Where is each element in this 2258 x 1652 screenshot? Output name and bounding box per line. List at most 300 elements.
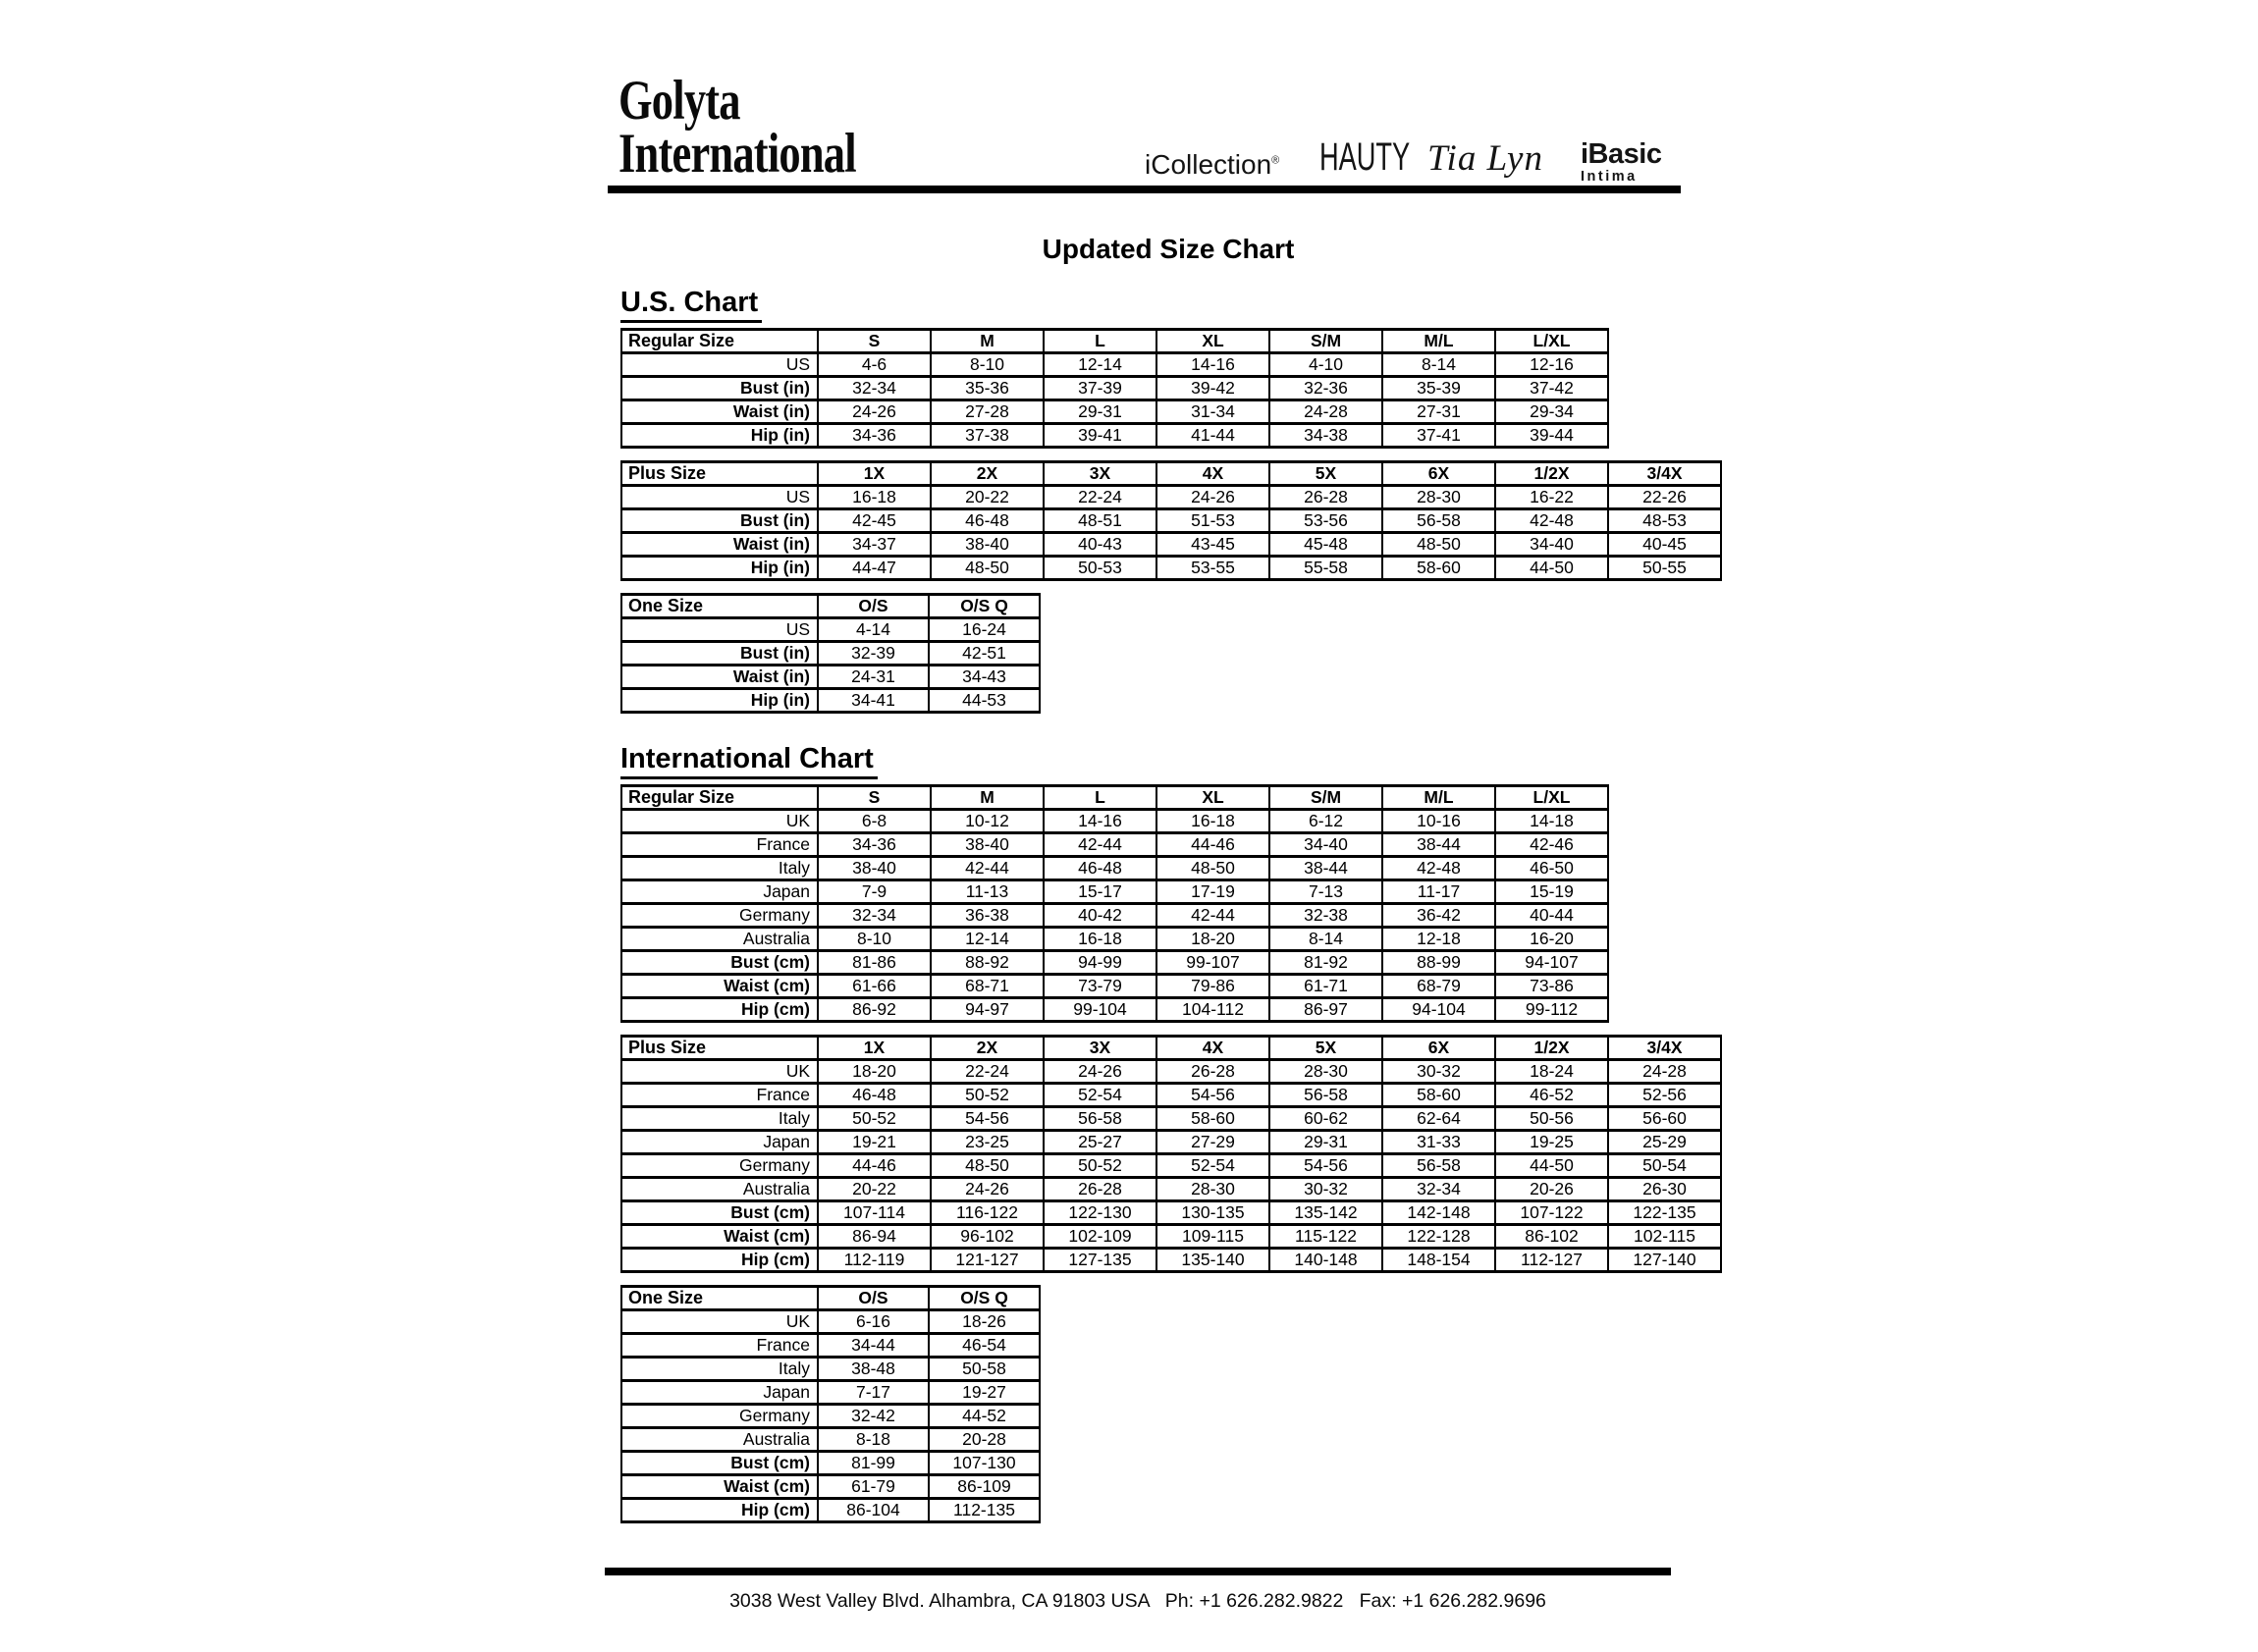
row-label: Hip (in) [621, 557, 818, 580]
size-value-cell: 34-41 [818, 689, 929, 713]
size-value-cell: 50-53 [1044, 557, 1156, 580]
size-value-cell: 42-51 [929, 642, 1040, 666]
size-value-cell: 30-32 [1269, 1178, 1382, 1201]
table-row [621, 928, 1608, 951]
size-value-cell: 40-44 [1495, 904, 1608, 928]
table-row [621, 857, 1608, 880]
brand-ibasic-name: iBasic [1581, 138, 1662, 170]
us-chart-heading [620, 287, 1740, 323]
column-header: 3/4X [1608, 1037, 1721, 1060]
size-value-cell: 6-12 [1269, 810, 1382, 833]
row-label: Bust (in) [621, 377, 818, 400]
size-value-cell: 19-27 [929, 1381, 1040, 1405]
size-value-cell: 8-14 [1382, 353, 1495, 377]
size-value-cell: 50-56 [1495, 1107, 1608, 1131]
row-label: Waist (in) [621, 666, 818, 689]
size-value-cell: 94-107 [1495, 951, 1608, 975]
size-value-cell: 58-60 [1382, 1084, 1495, 1107]
size-value-cell: 42-44 [931, 857, 1044, 880]
size-value-cell: 62-64 [1382, 1107, 1495, 1131]
size-value-cell: 22-26 [1608, 486, 1721, 509]
size-value-cell: 39-41 [1044, 424, 1156, 448]
row-label: Bust (in) [621, 509, 818, 533]
size-value-cell: 26-28 [1269, 486, 1382, 509]
column-header: 6X [1382, 1037, 1495, 1060]
size-value-cell: 48-50 [1382, 533, 1495, 557]
column-header: L/XL [1495, 330, 1608, 353]
size-value-cell: 53-55 [1156, 557, 1269, 580]
size-value-cell: 44-53 [929, 689, 1040, 713]
table-header-row [621, 330, 1608, 353]
size-value-cell: 34-43 [929, 666, 1040, 689]
row-label: Bust (cm) [621, 951, 818, 975]
column-header: M [931, 330, 1044, 353]
row-label: Germany [621, 1154, 818, 1178]
table-row [621, 424, 1608, 448]
size-value-cell: 44-52 [929, 1405, 1040, 1428]
size-value-cell: 127-140 [1608, 1249, 1721, 1272]
size-value-cell: 7-17 [818, 1381, 929, 1405]
international-chart-heading [620, 743, 1740, 779]
size-value-cell: 37-39 [1044, 377, 1156, 400]
size-value-cell: 68-71 [931, 975, 1044, 998]
size-value-cell: 148-154 [1382, 1249, 1495, 1272]
size-value-cell: 48-50 [931, 557, 1044, 580]
size-value-cell: 52-54 [1156, 1154, 1269, 1178]
column-header: 5X [1269, 1037, 1382, 1060]
row-label: Hip (in) [621, 424, 818, 448]
size-value-cell: 26-28 [1156, 1060, 1269, 1084]
size-value-cell: 16-24 [929, 618, 1040, 642]
size-value-cell: 94-97 [931, 998, 1044, 1022]
brand-icollection-logo [1145, 149, 1279, 181]
size-value-cell: 4-14 [818, 618, 929, 642]
table-row [621, 666, 1040, 689]
size-value-cell: 18-20 [818, 1060, 931, 1084]
size-value-cell: 28-30 [1269, 1060, 1382, 1084]
table-row [621, 998, 1608, 1022]
size-value-cell: 24-26 [1156, 486, 1269, 509]
size-value-cell: 26-30 [1608, 1178, 1721, 1201]
size-value-cell: 25-29 [1608, 1131, 1721, 1154]
column-header: S [818, 786, 931, 810]
table-header-row [621, 595, 1040, 618]
brand-icollection-name: iCollection [1145, 149, 1272, 180]
size-value-cell: 18-26 [929, 1310, 1040, 1334]
size-value-cell: 32-34 [818, 377, 931, 400]
brand-ibasic-subname: Intima [1581, 169, 1638, 185]
column-header: S/M [1269, 330, 1382, 353]
size-value-cell: 61-71 [1269, 975, 1382, 998]
size-value-cell: 32-34 [1382, 1178, 1495, 1201]
size-value-cell: 24-26 [1044, 1060, 1156, 1084]
size-value-cell: 122-130 [1044, 1201, 1156, 1225]
column-header: S/M [1269, 786, 1382, 810]
table-row [621, 975, 1608, 998]
size-value-cell: 32-39 [818, 642, 929, 666]
size-value-cell: 18-24 [1495, 1060, 1608, 1084]
size-value-cell: 54-56 [931, 1107, 1044, 1131]
column-header: 1X [818, 1037, 931, 1060]
size-value-cell: 16-18 [1156, 810, 1269, 833]
size-value-cell: 6-8 [818, 810, 931, 833]
row-label: Italy [621, 857, 818, 880]
table-row [621, 377, 1608, 400]
company-logo [618, 70, 856, 185]
size-value-cell: 107-130 [929, 1452, 1040, 1475]
table-row [621, 1381, 1040, 1405]
size-value-cell: 29-31 [1269, 1131, 1382, 1154]
size-value-cell: 81-99 [818, 1452, 929, 1475]
size-value-cell: 55-58 [1269, 557, 1382, 580]
size-value-cell: 60-62 [1269, 1107, 1382, 1131]
size-value-cell: 44-46 [818, 1154, 931, 1178]
size-value-cell: 34-40 [1495, 533, 1608, 557]
us-chart-plus-size-table [620, 460, 1722, 581]
size-value-cell: 46-48 [931, 509, 1044, 533]
size-value-cell: 34-38 [1269, 424, 1382, 448]
table-row [621, 1154, 1721, 1178]
size-value-cell: 24-31 [818, 666, 929, 689]
size-value-cell: 16-20 [1495, 928, 1608, 951]
size-value-cell: 37-41 [1382, 424, 1495, 448]
table-label-header: Plus Size [621, 462, 818, 486]
size-value-cell: 12-14 [931, 928, 1044, 951]
size-value-cell: 50-52 [818, 1107, 931, 1131]
size-value-cell: 31-34 [1156, 400, 1269, 424]
size-value-cell: 38-40 [931, 833, 1044, 857]
size-value-cell: 52-56 [1608, 1084, 1721, 1107]
size-value-cell: 122-135 [1608, 1201, 1721, 1225]
size-value-cell: 38-48 [818, 1358, 929, 1381]
table-header-row [621, 786, 1608, 810]
size-value-cell: 102-109 [1044, 1225, 1156, 1249]
size-value-cell: 40-43 [1044, 533, 1156, 557]
size-value-cell: 56-58 [1269, 1084, 1382, 1107]
us-chart-regular-size-table [620, 328, 1609, 449]
column-header: 2X [931, 1037, 1044, 1060]
size-value-cell: 42-44 [1156, 904, 1269, 928]
size-value-cell: 122-128 [1382, 1225, 1495, 1249]
size-value-cell: 107-122 [1495, 1201, 1608, 1225]
size-value-cell: 50-52 [931, 1084, 1044, 1107]
table-row [621, 1358, 1040, 1381]
row-label: Hip (cm) [621, 1499, 818, 1522]
size-value-cell: 50-58 [929, 1358, 1040, 1381]
size-value-cell: 34-37 [818, 533, 931, 557]
brand-tialyn-logo: Tia Lyn [1427, 138, 1543, 179]
size-value-cell: 26-28 [1044, 1178, 1156, 1201]
size-value-cell: 40-45 [1608, 533, 1721, 557]
size-value-cell: 94-104 [1382, 998, 1495, 1022]
international-chart-plus-size-table [620, 1035, 1722, 1273]
size-value-cell: 14-16 [1044, 810, 1156, 833]
column-header: M/L [1382, 786, 1495, 810]
table-row [621, 810, 1608, 833]
size-value-cell: 44-46 [1156, 833, 1269, 857]
size-value-cell: 79-86 [1156, 975, 1269, 998]
size-value-cell: 32-42 [818, 1405, 929, 1428]
size-value-cell: 14-18 [1495, 810, 1608, 833]
size-value-cell: 27-28 [931, 400, 1044, 424]
size-value-cell: 35-36 [931, 377, 1044, 400]
row-label: Bust (in) [621, 642, 818, 666]
row-label: Germany [621, 904, 818, 928]
size-value-cell: 140-148 [1269, 1249, 1382, 1272]
size-value-cell: 107-114 [818, 1201, 931, 1225]
size-value-cell: 86-104 [818, 1499, 929, 1522]
column-header: M [931, 786, 1044, 810]
size-value-cell: 15-17 [1044, 880, 1156, 904]
table-row [621, 400, 1608, 424]
column-header: XL [1156, 786, 1269, 810]
size-value-cell: 130-135 [1156, 1201, 1269, 1225]
size-value-cell: 46-54 [929, 1334, 1040, 1358]
size-value-cell: 46-48 [1044, 857, 1156, 880]
table-header-row [621, 462, 1721, 486]
size-value-cell: 44-50 [1495, 1154, 1608, 1178]
column-header: 6X [1382, 462, 1495, 486]
size-value-cell: 34-40 [1269, 833, 1382, 857]
size-value-cell: 81-92 [1269, 951, 1382, 975]
size-value-cell: 38-40 [818, 857, 931, 880]
table-row [621, 1201, 1721, 1225]
row-label: Australia [621, 1428, 818, 1452]
size-value-cell: 20-22 [931, 486, 1044, 509]
international-chart-heading-text: International Chart [620, 743, 878, 779]
size-value-cell: 31-33 [1382, 1131, 1495, 1154]
size-value-cell: 42-44 [1044, 833, 1156, 857]
row-label: France [621, 1084, 818, 1107]
size-value-cell: 39-42 [1156, 377, 1269, 400]
size-value-cell: 25-27 [1044, 1131, 1156, 1154]
table-row [621, 1452, 1040, 1475]
size-value-cell: 109-115 [1156, 1225, 1269, 1249]
size-value-cell: 12-16 [1495, 353, 1608, 377]
row-label: Bust (cm) [621, 1452, 818, 1475]
column-header: S [818, 330, 931, 353]
row-label: Australia [621, 1178, 818, 1201]
size-value-cell: 38-44 [1269, 857, 1382, 880]
size-value-cell: 11-17 [1382, 880, 1495, 904]
page-title: Updated Size Chart [1042, 234, 1295, 264]
size-value-cell: 38-44 [1382, 833, 1495, 857]
size-value-cell: 61-66 [818, 975, 931, 998]
row-label: Hip (cm) [621, 998, 818, 1022]
table-row [621, 618, 1040, 642]
column-header: 1/2X [1495, 1037, 1608, 1060]
size-value-cell: 86-102 [1495, 1225, 1608, 1249]
column-header: M/L [1382, 330, 1495, 353]
size-value-cell: 10-16 [1382, 810, 1495, 833]
size-value-cell: 12-14 [1044, 353, 1156, 377]
size-value-cell: 96-102 [931, 1225, 1044, 1249]
row-label: Hip (in) [621, 689, 818, 713]
size-value-cell: 135-142 [1269, 1201, 1382, 1225]
size-value-cell: 43-45 [1156, 533, 1269, 557]
column-header: O/S [818, 595, 929, 618]
row-label: Italy [621, 1358, 818, 1381]
size-value-cell: 23-25 [931, 1131, 1044, 1154]
size-value-cell: 12-18 [1382, 928, 1495, 951]
size-value-cell: 32-36 [1269, 377, 1382, 400]
size-value-cell: 35-39 [1382, 377, 1495, 400]
size-value-cell: 30-32 [1382, 1060, 1495, 1084]
size-value-cell: 4-10 [1269, 353, 1382, 377]
table-label-header: Plus Size [621, 1037, 818, 1060]
size-value-cell: 36-42 [1382, 904, 1495, 928]
size-value-cell: 8-18 [818, 1428, 929, 1452]
row-label: Waist (cm) [621, 1475, 818, 1499]
size-value-cell: 56-58 [1044, 1107, 1156, 1131]
size-value-cell: 88-99 [1382, 951, 1495, 975]
table-row [621, 642, 1040, 666]
size-value-cell: 42-45 [818, 509, 931, 533]
size-value-cell: 48-50 [1156, 857, 1269, 880]
size-value-cell: 16-18 [818, 486, 931, 509]
registered-trademark-icon: ® [1271, 154, 1280, 167]
size-value-cell: 112-127 [1495, 1249, 1608, 1272]
size-value-cell: 86-109 [929, 1475, 1040, 1499]
size-value-cell: 121-127 [931, 1249, 1044, 1272]
header-divider-rule [608, 186, 1681, 193]
footer-divider-rule [605, 1568, 1671, 1575]
table-row [621, 486, 1721, 509]
table-label-header: Regular Size [621, 786, 818, 810]
table-row [621, 533, 1721, 557]
size-value-cell: 68-79 [1382, 975, 1495, 998]
size-value-cell: 50-55 [1608, 557, 1721, 580]
size-value-cell: 53-56 [1269, 509, 1382, 533]
table-row [621, 1475, 1040, 1499]
size-value-cell: 50-52 [1044, 1154, 1156, 1178]
column-header: XL [1156, 330, 1269, 353]
size-value-cell: 10-12 [931, 810, 1044, 833]
row-label: Italy [621, 1107, 818, 1131]
table-row [621, 1310, 1040, 1334]
size-value-cell: 37-38 [931, 424, 1044, 448]
table-row [621, 689, 1040, 713]
size-value-cell: 41-44 [1156, 424, 1269, 448]
size-value-cell: 86-94 [818, 1225, 931, 1249]
size-value-cell: 45-48 [1269, 533, 1382, 557]
size-value-cell: 16-18 [1044, 928, 1156, 951]
column-header: L/XL [1495, 786, 1608, 810]
column-header: O/S Q [929, 1287, 1040, 1310]
size-chart-sections [620, 287, 1740, 1535]
size-value-cell: 7-13 [1269, 880, 1382, 904]
row-label: UK [621, 1310, 818, 1334]
table-row [621, 509, 1721, 533]
size-value-cell: 56-58 [1382, 509, 1495, 533]
size-value-cell: 34-44 [818, 1334, 929, 1358]
size-value-cell: 56-60 [1608, 1107, 1721, 1131]
size-value-cell: 54-56 [1269, 1154, 1382, 1178]
column-header: 4X [1156, 462, 1269, 486]
size-value-cell: 99-112 [1495, 998, 1608, 1022]
size-value-cell: 36-38 [931, 904, 1044, 928]
column-header: L [1044, 330, 1156, 353]
size-value-cell: 99-104 [1044, 998, 1156, 1022]
table-row [621, 1499, 1040, 1522]
size-value-cell: 61-79 [818, 1475, 929, 1499]
international-chart-regular-size-table [620, 784, 1609, 1023]
size-value-cell: 48-53 [1608, 509, 1721, 533]
footer-address: 3038 West Valley Blvd. Alhambra, CA 91803 USA Ph: +1 626.282.9822 Fax: +1 626.282.9696 [729, 1590, 1546, 1612]
table-header-row [621, 1037, 1721, 1060]
size-value-cell: 38-40 [931, 533, 1044, 557]
row-label: US [621, 618, 818, 642]
table-row [621, 1405, 1040, 1428]
row-label: France [621, 1334, 818, 1358]
size-value-cell: 11-13 [931, 880, 1044, 904]
size-value-cell: 20-22 [818, 1178, 931, 1201]
table-row [621, 880, 1608, 904]
column-header: O/S Q [929, 595, 1040, 618]
column-header: 3X [1044, 1037, 1156, 1060]
size-value-cell: 42-48 [1495, 509, 1608, 533]
size-value-cell: 88-92 [931, 951, 1044, 975]
row-label: France [621, 833, 818, 857]
size-value-cell: 37-42 [1495, 377, 1608, 400]
table-label-header: One Size [621, 595, 818, 618]
table-row [621, 1107, 1721, 1131]
size-value-cell: 46-52 [1495, 1084, 1608, 1107]
size-value-cell: 135-140 [1156, 1249, 1269, 1272]
size-value-cell: 19-21 [818, 1131, 931, 1154]
table-row [621, 1428, 1040, 1452]
size-value-cell: 14-16 [1156, 353, 1269, 377]
column-header: 4X [1156, 1037, 1269, 1060]
size-value-cell: 58-60 [1382, 557, 1495, 580]
size-value-cell: 8-14 [1269, 928, 1382, 951]
table-row [621, 1060, 1721, 1084]
row-label: Japan [621, 880, 818, 904]
size-value-cell: 52-54 [1044, 1084, 1156, 1107]
size-value-cell: 44-47 [818, 557, 931, 580]
size-value-cell: 17-19 [1156, 880, 1269, 904]
row-label: Bust (cm) [621, 1201, 818, 1225]
size-value-cell: 86-97 [1269, 998, 1382, 1022]
us-chart-one-size-table [620, 593, 1041, 714]
size-value-cell: 99-107 [1156, 951, 1269, 975]
brand-ibasic-logo [1581, 140, 1661, 185]
table-row [621, 951, 1608, 975]
logo-line-1: Golyta [618, 70, 740, 132]
size-value-cell: 50-54 [1608, 1154, 1721, 1178]
row-label: UK [621, 1060, 818, 1084]
table-row [621, 1225, 1721, 1249]
size-value-cell: 29-31 [1044, 400, 1156, 424]
row-label: Japan [621, 1381, 818, 1405]
size-value-cell: 16-22 [1495, 486, 1608, 509]
size-value-cell: 127-135 [1044, 1249, 1156, 1272]
size-value-cell: 29-34 [1495, 400, 1608, 424]
column-header: 3/4X [1608, 462, 1721, 486]
column-header: 2X [931, 462, 1044, 486]
size-value-cell: 44-50 [1495, 557, 1608, 580]
table-row [621, 833, 1608, 857]
column-header: 3X [1044, 462, 1156, 486]
size-value-cell: 51-53 [1156, 509, 1269, 533]
size-value-cell: 48-50 [931, 1154, 1044, 1178]
size-value-cell: 34-36 [818, 833, 931, 857]
row-label: UK [621, 810, 818, 833]
table-row [621, 557, 1721, 580]
table-row [621, 353, 1608, 377]
size-value-cell: 102-115 [1608, 1225, 1721, 1249]
row-label: Waist (cm) [621, 975, 818, 998]
